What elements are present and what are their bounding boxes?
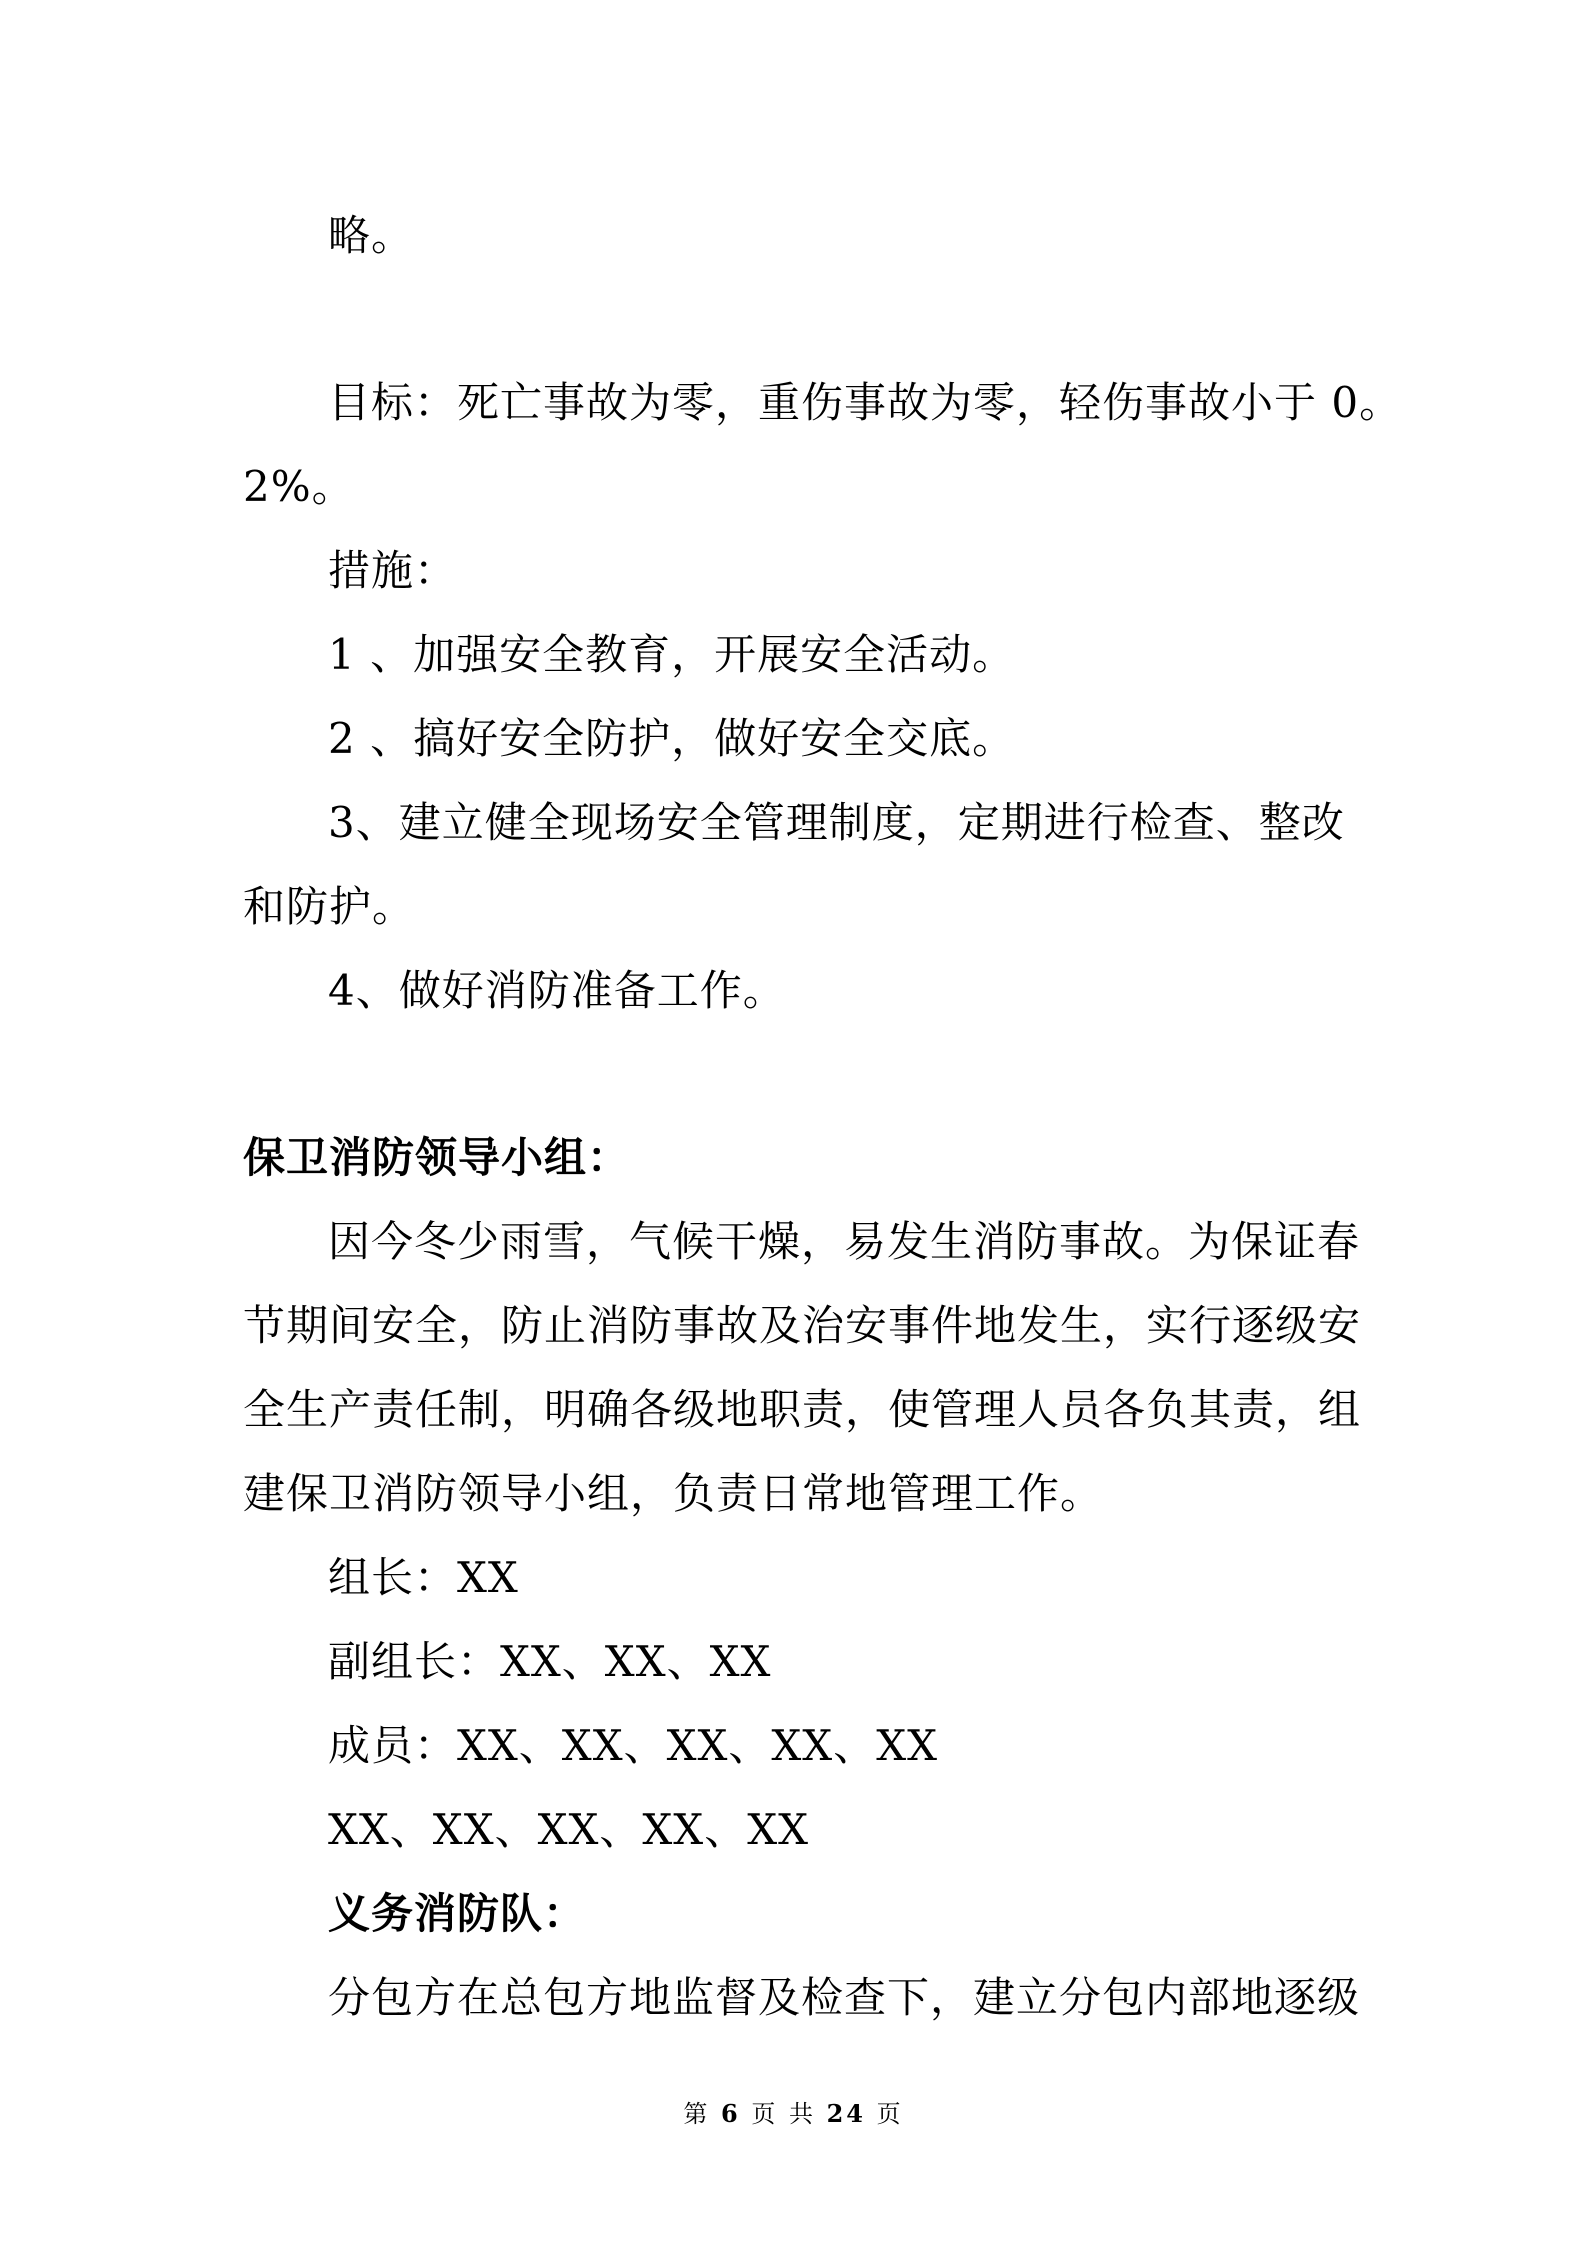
paragraph-line: 4、做好消防准备工作。 [328, 966, 786, 1015]
paragraph-line: 2 、搞好安全防护，做好安全交底。 [328, 714, 1016, 763]
paragraph-line: 组长：XX [328, 1553, 519, 1602]
paragraph-line: 因今冬少雨雪，气候干燥，易发生消防事故。为保证春 [328, 1217, 1361, 1266]
paragraph-line: 和防护。 [243, 882, 416, 931]
paragraph-line: 措施： [328, 546, 458, 595]
current-page-number: 6 [720, 2099, 741, 2128]
paragraph-line: 节期间安全，防止消防事故及治安事件地发生，实行逐级安 [243, 1301, 1362, 1350]
paragraph-line: 3、建立健全现场安全管理制度，定期进行检查、整改 [328, 798, 1345, 847]
section-heading: 保卫消防领导小组： [243, 1133, 631, 1182]
paragraph-line: 1 、加强安全教育，开展安全活动。 [328, 630, 1016, 679]
footer-middle: 页 共 [751, 2100, 816, 2128]
paragraph-line: 建保卫消防领导小组，负责日常地管理工作。 [243, 1469, 1104, 1518]
paragraph-line: 全生产责任制，明确各级地职责，使管理人员各负其责，组 [243, 1385, 1362, 1434]
section-heading: 义务消防队： [328, 1889, 587, 1938]
total-page-count: 24 [826, 2099, 867, 2128]
paragraph-line: 成员：XX、XX、XX、XX、XX [328, 1721, 939, 1770]
paragraph-line: XX、XX、XX、XX、XX [328, 1805, 810, 1854]
paragraph-line: 2%。 [243, 462, 355, 511]
paragraph-line: 分包方在总包方地监督及检查下，建立分包内部地逐级 [328, 1973, 1361, 2022]
footer-suffix: 页 [876, 2100, 904, 2128]
paragraph-line: 副组长：XX、XX、XX [328, 1637, 772, 1686]
page-footer [0, 2098, 1587, 2130]
paragraph-line: 略。 [328, 211, 415, 260]
footer-prefix: 第 [683, 2100, 711, 2128]
paragraph-line: 目标：死亡事故为零，重伤事故为零，轻伤事故小于 0。 [328, 378, 1403, 427]
